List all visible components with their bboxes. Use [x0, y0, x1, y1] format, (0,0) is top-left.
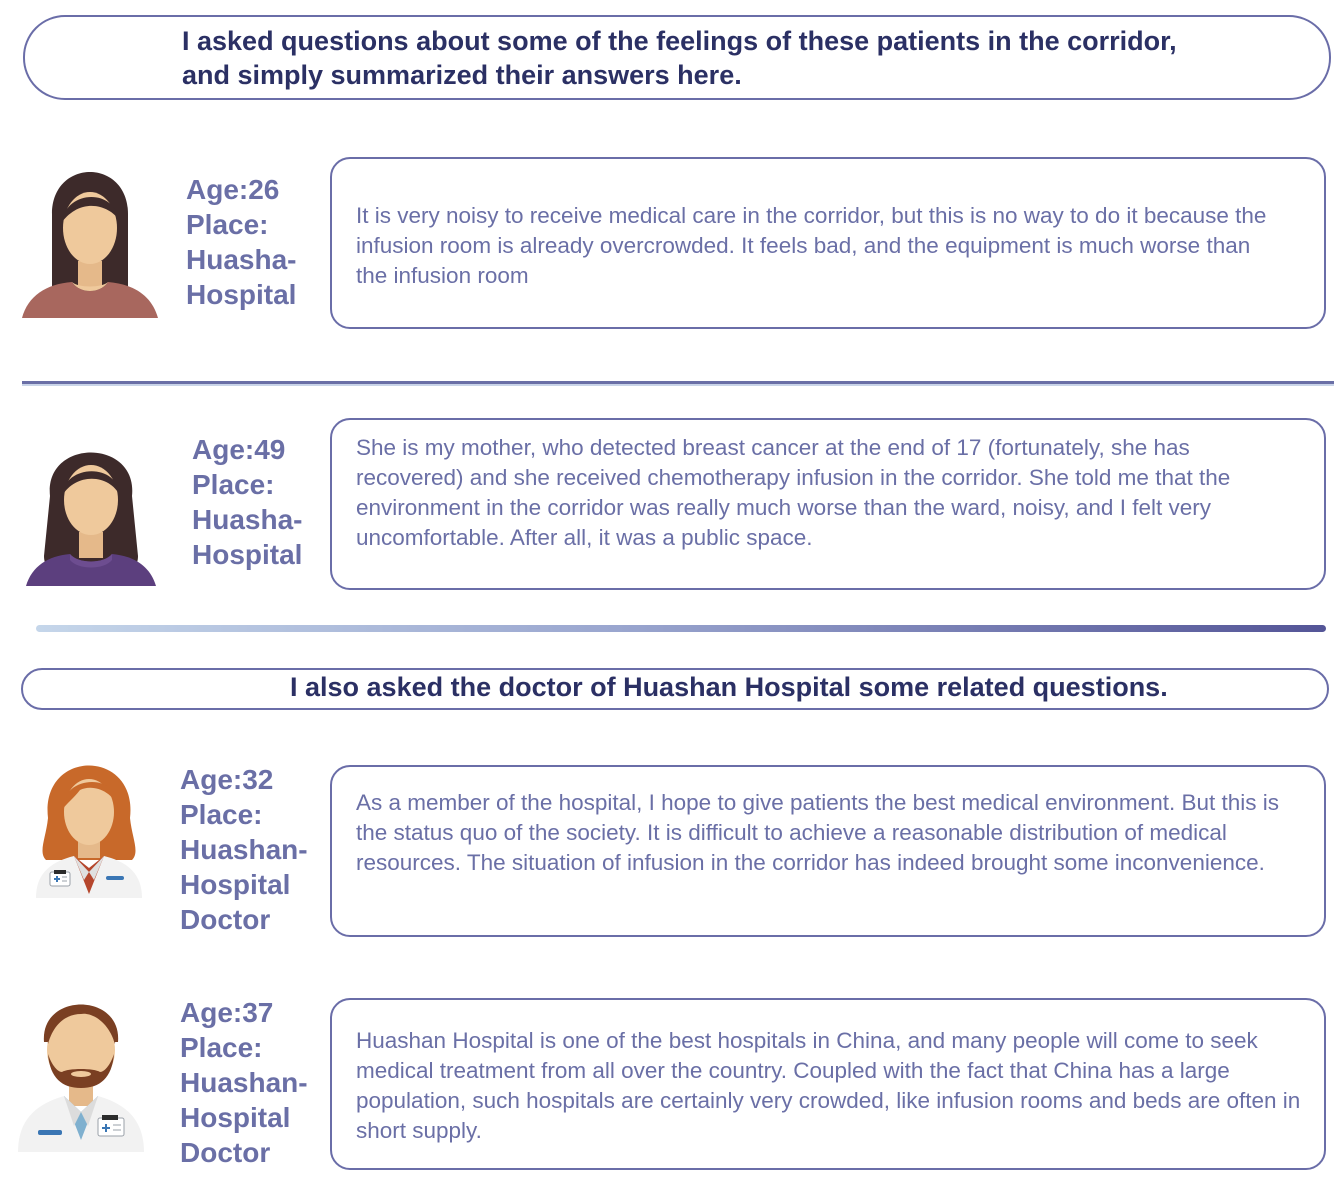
place-line: Hospital	[180, 1102, 291, 1133]
doctor-intro-text: I also asked the doctor of Huashan Hospital some related questions.	[290, 672, 1168, 702]
male-doctor-icon	[18, 986, 144, 1152]
age-label: Age:26	[186, 174, 280, 205]
place-line: Huasha-	[186, 244, 297, 275]
female-doctor-icon	[34, 756, 144, 898]
place-label: Place:	[180, 799, 263, 830]
place-line: Hospital	[192, 539, 303, 570]
place-label: Place:	[186, 209, 269, 240]
quote-text: It is very noisy to receive medical care in the corridor, but this is no way to do it because the infusion room is already overcrowded. It feels bad, and the equipment is much worse than the infusion room	[356, 203, 1267, 288]
place-label: Place:	[180, 1032, 263, 1063]
profile-info	[186, 172, 296, 312]
age-label: Age:37	[180, 997, 274, 1028]
profile-info	[180, 995, 308, 1170]
place-line: Huasha-	[192, 504, 303, 535]
age-label: Age:32	[180, 764, 274, 795]
age-label: Age:49	[192, 434, 286, 465]
place-line: Doctor	[180, 904, 271, 935]
place-line: Huashan-	[180, 1067, 308, 1098]
place-line: Hospital	[180, 869, 291, 900]
profile-info	[180, 762, 308, 937]
place-line: Hospital	[186, 279, 297, 310]
gradient-divider	[36, 625, 1326, 632]
intro-text: I asked questions about some of the feelings of these patients in the corridor, and simply summarized their answers here.	[182, 26, 1177, 90]
place-line: Doctor	[180, 1137, 271, 1168]
quote-text: As a member of the hospital, I hope to give patients the best medical environment. But this is the status quo of the society. It is difficult to achieve a reasonable distribution of medical resources. The situation of infusion in the corridor has indeed brought some inconvenience.	[356, 790, 1279, 875]
section-divider	[22, 381, 1334, 384]
woman-patient-purple-shirt-icon	[26, 444, 156, 586]
quote-text: She is my mother, who detected breast cancer at the end of 17 (fortunately, she has recovered) and she received chemotherapy infusion in the corridor. She told me that the environment in the corridor was really much worse than the ward, noisy, and I felt very uncomfortable. After all, it was a public space.	[356, 435, 1231, 550]
profile-info	[192, 432, 302, 572]
woman-patient-brown-shirt-icon	[22, 166, 158, 318]
place-line: Huashan-	[180, 834, 308, 865]
place-label: Place:	[192, 469, 275, 500]
quote-text: Huashan Hospital is one of the best hospitals in China, and many people will come to seek medical treatment from all over the country. Coupled with the fact that China has a large population, such hospitals are certainly very crowded, like infusion rooms and beds are often in short supply.	[356, 1028, 1301, 1143]
